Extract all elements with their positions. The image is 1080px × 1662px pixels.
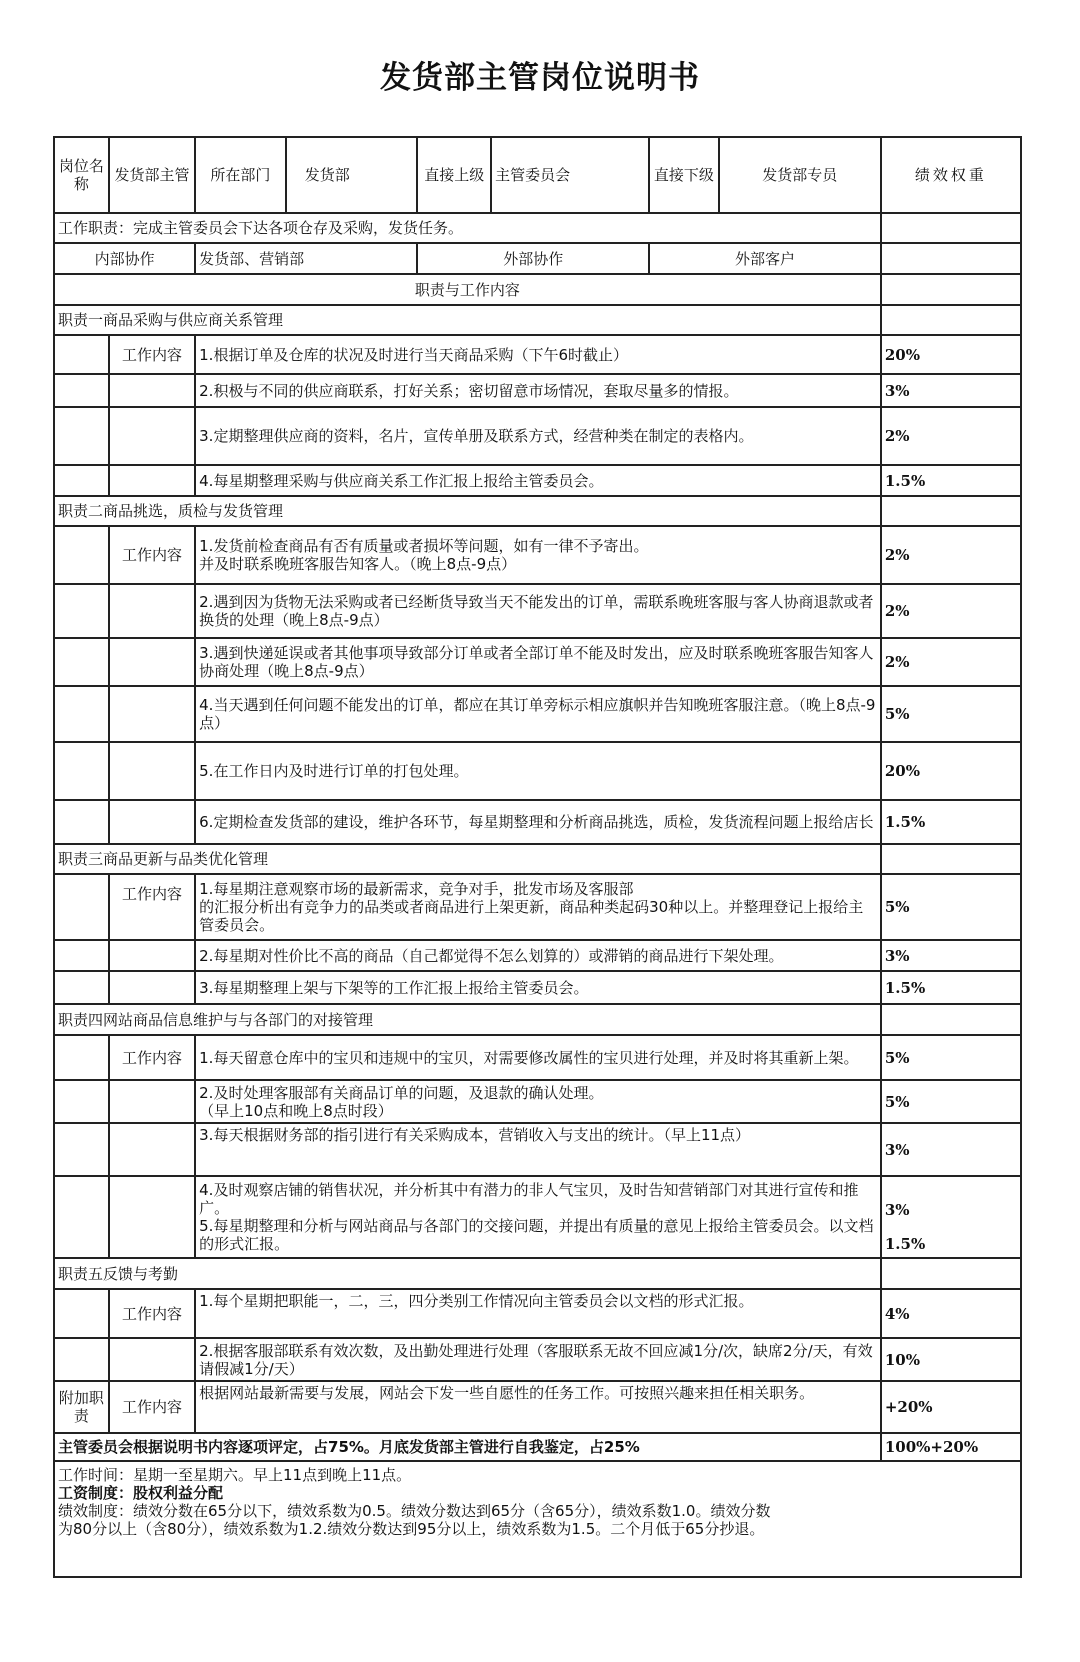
empty-cell	[109, 800, 195, 844]
task-weight: 3%	[881, 1123, 1021, 1176]
task-row	[54, 584, 1021, 638]
empty-cell	[54, 526, 109, 584]
duty-row	[54, 844, 1021, 874]
superior-label: 直接上级	[417, 137, 491, 213]
task-row	[54, 465, 1021, 496]
task-text: 4.每星期整理采购与供应商关系工作汇报上报给主管委员会。	[195, 465, 881, 496]
task-row	[54, 638, 1021, 686]
task-row	[54, 1080, 1021, 1123]
duty-row	[54, 305, 1021, 335]
duty-summary: 工作职责：完成主管委员会下达各项仓存及采购，发货任务。	[54, 213, 881, 243]
task-text: 2.遇到因为货物无法采购或者已经断货导致当天不能发出的订单，需联系晚班客服与客人协商退款或者换货的处理（晚上8点-9点）	[195, 584, 881, 638]
performance-line: 绩效制度：绩效分数在65分以下，绩效系数为0.5。绩效分数达到65分（含65分），绩效系数1.0。绩效分数	[58, 1502, 771, 1520]
work-content-label: 工作内容	[109, 1381, 195, 1433]
empty-cell	[54, 335, 109, 374]
empty-cell	[54, 638, 109, 686]
duty-title: 职责四网站商品信息维护与与各部门的对接管理	[54, 1004, 881, 1035]
empty-cell	[109, 971, 195, 1004]
subordinate-value: 发货部专员	[719, 137, 881, 213]
external-coop-label: 外部协作	[417, 243, 649, 274]
extra-weight: +20%	[881, 1381, 1021, 1433]
empty-cell	[109, 638, 195, 686]
task-weight: 5%	[881, 686, 1021, 742]
footer-notes	[54, 1461, 1021, 1577]
internal-coop-label: 内部协作	[54, 243, 195, 274]
weight-cell	[881, 213, 1021, 243]
duty-row	[54, 496, 1021, 526]
empty-cell	[109, 742, 195, 800]
duty-row	[54, 1258, 1021, 1289]
duty-title: 职责二商品挑选，质检与发货管理	[54, 496, 881, 526]
work-content-label: 工作内容	[109, 874, 195, 940]
empty-cell	[54, 465, 109, 496]
empty-cell	[109, 407, 195, 465]
page-title: 发货部主管岗位说明书	[380, 60, 700, 96]
empty-cell	[54, 374, 109, 407]
empty-cell	[54, 971, 109, 1004]
empty-cell	[109, 1080, 195, 1123]
task-weight: 2%	[881, 526, 1021, 584]
empty-cell	[54, 800, 109, 844]
coop-row	[54, 243, 1021, 274]
subordinate-label: 直接下级	[649, 137, 719, 213]
empty-cell	[109, 686, 195, 742]
task-text: 2.根据客服部联系有效次数，及出勤处理进行处理（客服联系无故不回应减1分/次，缺席2分/天，有效请假减1分/天）	[195, 1338, 881, 1381]
task-text: 4.及时观察店铺的销售状况，并分析其中有潜力的非人气宝贝，及时告知营销部门对其进行宣传和推广。 5.每星期整理和分析与网站商品与各部门的交接问题，并提出有质量的意见上报给主管委员会。以文档的形式汇报。	[195, 1176, 881, 1258]
task-text: 3.定期整理供应商的资料，名片，宣传单册及联系方式，经营种类在制定的表格内。	[195, 407, 881, 465]
task-row	[54, 335, 1021, 374]
task-weight: 1.5%	[881, 800, 1021, 844]
weight-header: 绩效权重	[881, 137, 1021, 213]
section-heading: 职责与工作内容	[54, 274, 881, 305]
task-weight: 2%	[881, 584, 1021, 638]
work-content-label: 工作内容	[109, 335, 195, 374]
weight-cell	[881, 243, 1021, 274]
task-row	[54, 1123, 1021, 1176]
task-weight: 4%	[881, 1289, 1021, 1338]
work-content-label: 工作内容	[109, 1035, 195, 1080]
task-text: 6.定期检查发货部的建设，维护各环节，每星期整理和分析商品挑选，质检，发货流程问题上报给店长	[195, 800, 881, 844]
empty-cell	[109, 1338, 195, 1381]
work-time: 工作时间：星期一至星期六。早上11点到晚上11点。	[58, 1466, 412, 1484]
empty-cell	[54, 686, 109, 742]
footer-row	[54, 1461, 1021, 1577]
empty-cell	[54, 742, 109, 800]
task-weight: 1.5%	[881, 971, 1021, 1004]
empty-cell	[54, 1080, 109, 1123]
evaluation-row	[54, 1433, 1021, 1461]
task-row	[54, 1338, 1021, 1381]
task-text: 1.每个星期把职能一，二，三，四分类别工作情况向主管委员会以文档的形式汇报。	[195, 1289, 881, 1338]
weight-cell	[881, 274, 1021, 305]
task-weight: 20%	[881, 335, 1021, 374]
extra-text: 根据网站最新需要与发展，网站会下发一些自愿性的任务工作。可按照兴趣来担任相关职务。	[195, 1381, 881, 1433]
extra-label: 附加职责	[54, 1381, 109, 1433]
task-weight: 5%	[881, 874, 1021, 940]
task-text: 1.每星期注意观察市场的最新需求，竞争对手，批发市场及客服部 的汇报分析出有竞争力的品类或者商品进行上架更新，商品种类起码30种以上。并整理登记上报给主管委员会。	[195, 874, 881, 940]
task-row	[54, 971, 1021, 1004]
task-text: 3.每天根据财务部的指引进行有关采购成本，营销收入与支出的统计。（早上11点）	[195, 1123, 881, 1176]
duty-title: 职责三商品更新与品类优化管理	[54, 844, 881, 874]
task-text: 1.发货前检查商品有否有质量或者损坏等问题，如有一律不予寄出。 并及时联系晚班客服告知客人。（晚上8点-9点）	[195, 526, 881, 584]
empty-cell	[54, 1176, 109, 1258]
task-row	[54, 1289, 1021, 1338]
dept-value: 发货部	[286, 137, 418, 213]
task-weight: 20%	[881, 742, 1021, 800]
empty-cell	[109, 465, 195, 496]
task-row	[54, 800, 1021, 844]
task-row	[54, 940, 1021, 971]
post-label: 岗位名称	[54, 137, 109, 213]
empty-cell	[109, 1123, 195, 1176]
task-row	[54, 874, 1021, 940]
task-row	[54, 526, 1021, 584]
task-text: 3.每星期整理上架与下架等的工作汇报上报给主管委员会。	[195, 971, 881, 1004]
external-customer-label: 外部客户	[649, 243, 881, 274]
task-text: 3.遇到快递延误或者其他事项导致部分订单或者全部订单不能及时发出，应及时联系晚班客服告知客人协商处理（晚上8点-9点）	[195, 638, 881, 686]
task-weight: 5%	[881, 1035, 1021, 1080]
task-row	[54, 374, 1021, 407]
header-row	[54, 137, 1021, 213]
performance-line: 为80分以上（含80分），绩效系数为1.2.绩效分数达到95分以上，绩效系数为1.5。二个月低于65分抄退。	[58, 1520, 765, 1538]
task-row	[54, 1176, 1021, 1258]
task-text: 5.在工作日内及时进行订单的打包处理。	[195, 742, 881, 800]
task-weight: 3% 1.5%	[881, 1176, 1021, 1258]
task-weight: 10%	[881, 1338, 1021, 1381]
task-row	[54, 742, 1021, 800]
section-heading-row	[54, 274, 1021, 305]
internal-coop-value: 发货部、营销部	[195, 243, 417, 274]
summary-row	[54, 213, 1021, 243]
task-weight: 5%	[881, 1080, 1021, 1123]
post-value: 发货部主管	[109, 137, 195, 213]
empty-cell	[54, 407, 109, 465]
weight-cell	[881, 844, 1021, 874]
empty-cell	[54, 1338, 109, 1381]
salary-system: 工资制度：股权利益分配	[58, 1484, 224, 1502]
task-row	[54, 407, 1021, 465]
task-text: 2.及时处理客服部有关商品订单的问题，及退款的确认处理。 （早上10点和晚上8点时段）	[195, 1080, 881, 1123]
weight-cell	[881, 1004, 1021, 1035]
superior-value: 主管委员会	[491, 137, 649, 213]
weight-cell	[881, 1258, 1021, 1289]
work-content-label: 工作内容	[109, 1289, 195, 1338]
duty-title: 职责一商品采购与供应商关系管理	[54, 305, 881, 335]
empty-cell	[109, 940, 195, 971]
evaluation-text: 主管委员会根据说明书内容逐项评定，占75%。月底发货部主管进行自我鉴定，占25%	[54, 1433, 881, 1461]
weight-cell	[881, 496, 1021, 526]
task-text: 4.当天遇到任何问题不能发出的订单，都应在其订单旁标示相应旗帜并告知晚班客服注意。（晚上8点-9点）	[195, 686, 881, 742]
dept-label: 所在部门	[195, 137, 286, 213]
task-weight: 2%	[881, 407, 1021, 465]
job-description-table	[53, 136, 1022, 1578]
task-text: 2.每星期对性价比不高的商品（自己都觉得不怎么划算的）或滞销的商品进行下架处理。	[195, 940, 881, 971]
weight-cell	[881, 305, 1021, 335]
duty-title: 职责五反馈与考勤	[54, 1258, 881, 1289]
empty-cell	[109, 374, 195, 407]
task-weight: 2%	[881, 638, 1021, 686]
empty-cell	[109, 1176, 195, 1258]
task-weight: 1.5%	[881, 465, 1021, 496]
empty-cell	[54, 1289, 109, 1338]
work-content-label: 工作内容	[109, 526, 195, 584]
task-text: 2.积极与不同的供应商联系，打好关系；密切留意市场情况，套取尽量多的情报。	[195, 374, 881, 407]
extra-row	[54, 1381, 1021, 1433]
empty-cell	[109, 584, 195, 638]
task-text: 1.每天留意仓库中的宝贝和违规中的宝贝，对需要修改属性的宝贝进行处理，并及时将其重新上架。	[195, 1035, 881, 1080]
task-row	[54, 686, 1021, 742]
empty-cell	[54, 1035, 109, 1080]
task-weight: 3%	[881, 374, 1021, 407]
empty-cell	[54, 584, 109, 638]
task-weight: 3%	[881, 940, 1021, 971]
empty-cell	[54, 940, 109, 971]
task-text: 1.根据订单及仓库的状况及时进行当天商品采购（下午6时截止）	[195, 335, 881, 374]
evaluation-total: 100%+20%	[881, 1433, 1021, 1461]
empty-cell	[54, 1123, 109, 1176]
task-row	[54, 1035, 1021, 1080]
duty-row	[54, 1004, 1021, 1035]
empty-cell	[54, 874, 109, 940]
